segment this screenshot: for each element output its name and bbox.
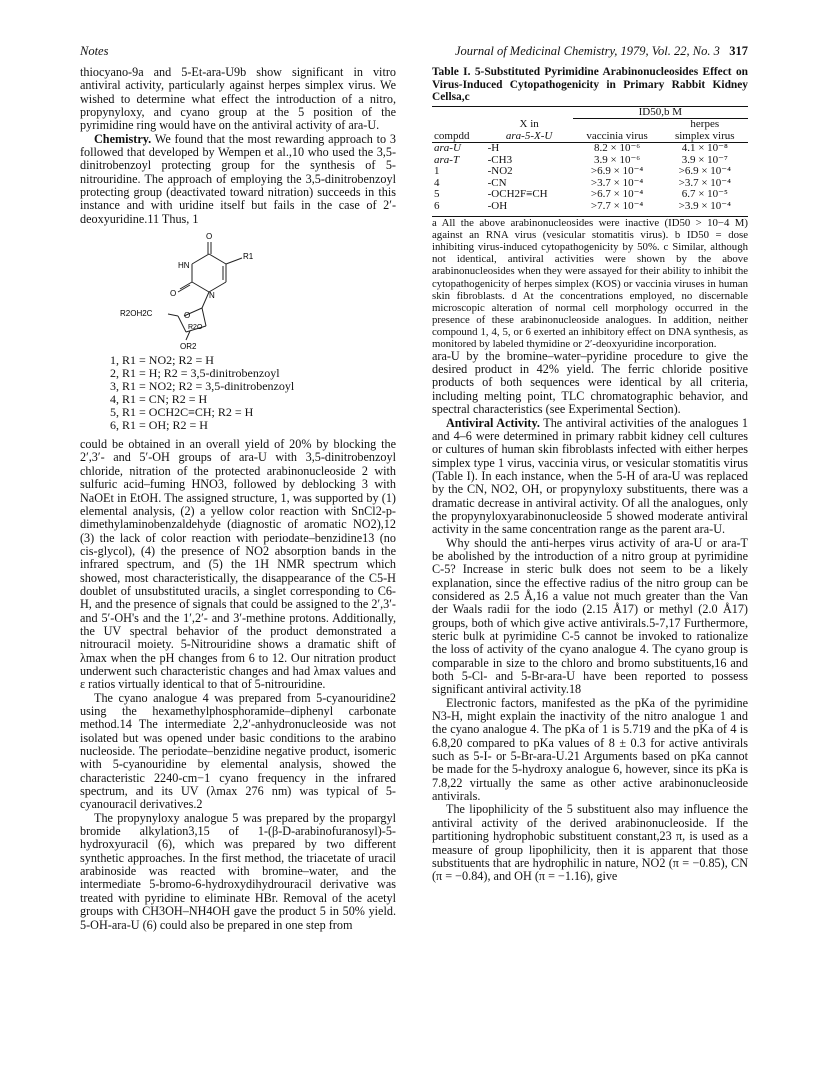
section-heading: Chemistry. <box>94 131 152 146</box>
struct-hn: HN <box>178 261 190 271</box>
compd-cell: 6 <box>434 199 440 212</box>
struct-r2o: R2O <box>188 324 203 332</box>
compd-header: compdd <box>432 131 486 143</box>
herpes-cell: 4.1 × 10⁻⁸ <box>681 142 728 155</box>
vaccinia-cell: 8.2 × 10⁻⁶ <box>594 142 641 155</box>
vaccinia-cell: 3.9 × 10⁻⁶ <box>594 153 641 166</box>
x-header-top: X in <box>519 118 539 131</box>
journal-citation <box>455 44 748 59</box>
chemical-structure <box>80 230 396 350</box>
compound-item: 1, R1 = NO2; R2 = H <box>110 353 214 368</box>
struct-o-left: O <box>170 289 177 299</box>
chemistry-paragraph <box>80 133 396 226</box>
vaccinia-cell: >7.7 × 10⁻⁴ <box>590 199 644 212</box>
paragraph: The lipophilicity of the 5 substituent also may influence the antiviral activity of the derived arabinonucleoside. If the partitioning hydrophobic substituent constant,23 π, is used as a measure of group lipophilicity, then it is apparent that those substituents that are hydrophilic in nature, NO2 (π = −0.85), CN (π = −0.84), and OH (π = −1.16), give <box>432 802 748 884</box>
table-caption: Table I. 5-Substituted Pyrimidine Arabinonucleosides Effect on Virus-Induced Cytopathogenicity in Primary Rabbit Kidney Cellsa,c <box>432 66 748 104</box>
struct-or2: OR2 <box>180 342 197 351</box>
vaccinia-cell: >6.7 × 10⁻⁴ <box>590 188 644 201</box>
struct-o-top: O <box>206 232 213 242</box>
paragraph: The cyano analogue 4 was prepared from 5-cyanouridine2 using the hexamethylphosphoramide–diphenyl carbonate method.14 The intermediate 2,2′-anhydronucleoside was not isolated but was opened under basic conditions to the arabino nucleoside. The periodate–benzidine negative product, isomeric with 5-cyanouridine by elemental analysis, showed the characteristic 2240-cm−1 cyano frequency in the infrared spectrum, and its UV (λmax 276 nm) was typical of 5-cyanouracil derivatives.2 <box>80 690 396 812</box>
paragraph: Electronic factors, manifested as the pKa of the pyrimidine N3-H, might explain the inactivity of the nitro analogue 1 and the cyano analogue 4. The pKa of 1 is 5.719 and the pKa of 4 is 6.8,20 compared to pKa values of 8 ± 0.3 for active antivirals such as 5-I- or 5-Br-ara-U.21 Arguments based on pKa cannot be made for the 5-hydroxy analogue 6, however, since its pKa is 7.8,22 virtually the same as other active arabinonucleoside antivirals. <box>432 695 748 804</box>
paragraph-text: We found that the most rewarding approach to 3 followed that developed by Wempen et al.,10 who used the 3,5-dinitrobenzoyl protecting group for the synthesis of 5-nitrouridine. The approach of employing the 3,5-dinitrobenzoyl protecting group (deactivated toward nitration) succeeds in this instance and with uridine itself but fails in the case of 2′-deoxyuridine.11 Thus, 1 <box>80 131 396 226</box>
compd-cell: 4 <box>434 176 440 189</box>
page-number: 317 <box>729 44 748 58</box>
paragraph: could be obtained in an overall yield of 20% by blocking the 2′,3′- and 5′-OH groups of ara-U with 3,5-dinitrobenzoyl chloride, nitration of the protected arabinonucleoside 2 with sulfuric acid–fuming HNO3, followed by deblocking 3 with NaOEt in EtOH. The assigned structure, 1, was supported by (1) elemental analysis, (2) a yellow color reaction with SnCl2-p-dimethylaminobenzaldehyde (diagnostic of aromatic NO2),12 (3) the lack of color reaction with periodate–benzidine13 (no cis-glycol), (4) the presence of NO2 absorption bands in the infrared spectrum, and (5) the 1H NMR spectrum which showed, most characteristically, the disappearance of the C5-H doublet of unsubstituted uracils, a singlet corresponding to C6-H, and the presence of signals that could be assigned to the 2′,3′- and 5′-OH's and the 1′,2′- and 3′-methine protons. Additionally, the UV spectral behavior of the product demonstrated a nitrouracil moiety. 5-Nitrouridine shows a dramatic shift of λmax when the pH changes from 6 to 12. Our nitration product underwent such characteristic changes and had λmax values and ε ratios virtually identical to that of 5-nitrouridine. <box>80 437 396 692</box>
table-header-blank <box>573 119 662 131</box>
table-footnote: a All the above arabinonucleosides were inactive (ID50 > 10−4 M) against an RNA virus (vesicular stomatitis virus). b ID50 = dose inhibiting virus-induced cytopathogenicity by 50%. c Similar, although not identical, antiviral activities were shown by the above arabinonucleosides when they were assayed for their ability to inhibit the cytopathogenicity of herpes simplex (KOS) or vaccinia viruses in human skin fibroblasts. d At the concentrations employed, no discernable microscopic alteration of normal cell morphology occurred in the presence of these arabinonucleoside analogues. In addition, neither compound 1, 4, 5, or 6 exerted an inhibitory effect on DNA synthesis, as monitored by labeled thymidine or 2′-deoxyuridine incorporation. <box>432 217 749 350</box>
table-header-blank <box>486 106 573 119</box>
table-header-blank <box>432 106 486 119</box>
table-row <box>432 143 748 155</box>
table-bottom-rule <box>432 212 748 217</box>
herpes-header-top: herpes <box>690 118 720 131</box>
right-column <box>432 66 748 884</box>
herpes-header-bottom: simplex virus <box>662 131 748 143</box>
compd-cell: 1 <box>434 165 440 178</box>
antiviral-paragraph <box>432 417 748 537</box>
herpes-cell: >6.9 × 10⁻⁴ <box>678 165 731 178</box>
herpes-cell: 6.7 × 10⁻⁵ <box>681 188 728 201</box>
x-cell: -CH3 <box>487 153 513 166</box>
compd-cell: ara-U <box>434 142 461 155</box>
section-label: Notes <box>80 44 109 58</box>
herpes-cell: 3.9 × 10⁻⁷ <box>681 153 728 166</box>
section-heading: Antiviral Activity. <box>446 415 540 430</box>
table-header-blank <box>432 119 486 131</box>
struct-n: N <box>209 291 215 301</box>
paragraph: The propynyloxy analogue 5 was prepared by the propargyl bromide alkylation3,15 of 1-(β-D-arabinofuranosyl)-5-hydroxyuracil (6), which was prepared by two different synthetic approaches. In the first method, the triacetate of uracil arabinoside was reacted with bromine–water, and the intermediate 5-bromo-6-hydroxydihydrouracil derivative was treated with pyridine to eliminate HBr. Removal of the acetyl groups with CH3OH–NH4OH gave the product 5 in 50% yield. 5-OH-ara-U (6) could also be prepared in one step from <box>80 810 396 932</box>
compound-item: 5, R1 = OCH2C≡CH; R2 = H <box>110 405 254 420</box>
compd-cell: 5 <box>434 188 440 201</box>
paragraph: ara-U by the bromine–water–pyridine procedure to give the desired product in 42% yield. The ferric chloride positive products of both sequences were identical by all criteria, including melting point, TLC chromatographic behavior, and spectral characteristics (see Experimental Section). <box>432 348 748 417</box>
paragraph-text: The antiviral activities of the analogues 1 and 4–6 were determined in primary rabbit kidney cell cultures or cultures of human skin fibroblasts infected with either herpes simplex type 1 virus, vaccinia virus, or vesicular stomatitis virus (Table I). In each instance, when the 5-H of ara-U was replaced by the CN, NO2, OH, or propynyloxy substituents, there was a dramatic decrease in antiviral activity. Of all the analogues, only the propynyloxyarabinonucleoside 5 showed moderate antiviral activity in the same concentration range as the parent ara-U. <box>432 415 748 537</box>
compound-list <box>110 354 396 432</box>
paragraph: thiocyano-9a and 5-Et-ara-U9b show significant in vitro antiviral activity, particularly against herpes simplex virus. We wished to determine what effect the introduction of a nitro, propynyloxy, and cyano group at the 5 position of the pyrimidine ring would have on the antiviral activity of ara-U. <box>80 65 396 133</box>
herpes-cell: >3.7 × 10⁻⁴ <box>678 176 731 189</box>
compound-item: 3, R1 = NO2; R2 = 3,5-dinitrobenzoyl <box>110 379 295 394</box>
struct-r2oh2c: R2OH2C <box>120 309 153 319</box>
running-header <box>80 44 748 60</box>
compound-item: 6, R1 = OH; R2 = H <box>110 418 208 433</box>
compound-item: 2, R1 = H; R2 = 3,5-dinitrobenzoyl <box>110 366 280 381</box>
vaccinia-header: vaccinia virus <box>573 131 662 143</box>
struct-o-ring: O <box>184 311 191 321</box>
structure-drawing <box>120 230 320 350</box>
table-row <box>432 201 748 213</box>
x-cell: -H <box>487 142 500 155</box>
x-cell: -OH <box>487 199 508 212</box>
x-cell: -CN <box>487 176 507 189</box>
x-cell: -NO2 <box>487 165 513 178</box>
x-cell: -OCH2F≡CH <box>487 188 548 201</box>
id50-header: ID50,b M <box>573 106 748 119</box>
x-header-bottom: ara-5-X-U <box>486 131 573 143</box>
data-table <box>432 106 748 218</box>
journal-name: Journal of Medicinal Chemistry, 1979, Vol. 22, No. 3 <box>454 44 720 58</box>
paragraph: Why should the anti-herpes virus activity of ara-U or ara-T be abolished by the introduction of a nitro group at pyrimidine C-5? Increase in steric bulk does not seem to be a likely explanation, since the effective radius of the nitro group can be considered as 2.5 Å,16 a value not much greater than the Van der Waals radii for the iodo (2.15 Å17) or methyl (2.0 Å17) groups, both of which give active antivirals.5-7,17 Furthermore, steric bulk at pyrimidine C-5 cannot be invoked to rationalize the loss of activity of the cyano analogue 4. The cyano group is comparable in size to the chloro and bromo substituents,16 and both 5-Cl- and 5-Br-ara-U have been reported to possess significant antiviral activity.18 <box>432 535 748 697</box>
compd-cell: ara-T <box>434 153 460 166</box>
vaccinia-cell: >6.9 × 10⁻⁴ <box>590 165 644 178</box>
left-column <box>80 66 396 932</box>
struct-r1: R1 <box>243 252 254 262</box>
herpes-cell: >3.9 × 10⁻⁴ <box>678 199 731 212</box>
compound-item: 4, R1 = CN; R2 = H <box>110 392 208 407</box>
vaccinia-cell: >3.7 × 10⁻⁴ <box>590 176 644 189</box>
